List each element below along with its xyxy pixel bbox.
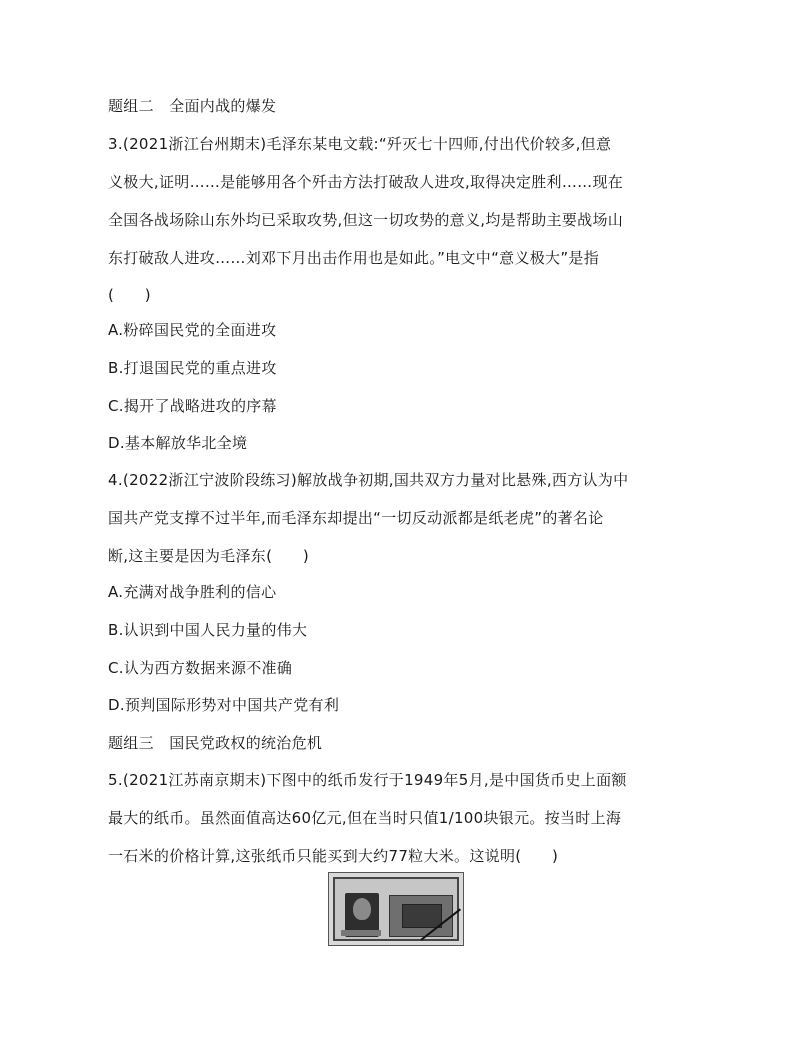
q3-line-4: 东打破敌人进攻……刘邓下月出击作用也是如此。”电文中“意义极大”是指 [108,249,600,267]
q4-option-d: D.预判国际形势对中国共产党有利 [108,696,340,714]
portrait-face [353,898,371,920]
q3-line-2: 义极大,证明……是能够用各个歼击方法打破敌人进攻,取得决定胜利……现在 [108,173,624,191]
q5-line-3: 一石米的价格计算,这张纸币只能买到大约77粒大米。这说明( ) [108,847,559,865]
banknote-image [328,872,464,946]
q4-option-c: C.认为西方数据来源不准确 [108,659,293,677]
q3-line-3: 全国各战场除山东外均已采取攻势,但这一切攻势的意义,均是帮助主要战场山 [108,211,624,229]
q4-line-1: 4.(2022浙江宁波阶段练习)解放战争初期,国共双方力量对比悬殊,西方认为中 [108,471,629,489]
q4-option-b: B.认识到中国人民力量的伟大 [108,621,308,639]
q3-option-a: A.粉碎国民党的全面进攻 [108,321,277,339]
q4-line-3: 断,这主要是因为毛泽东( ) [108,547,309,565]
q5-line-2: 最大的纸币。虽然面值高达60亿元,但在当时只值1/100块银元。按当时上海 [108,809,622,827]
q5-line-1: 5.(2021江苏南京期末)下图中的纸币发行于1949年5月,是中国货币史上面额 [108,771,627,789]
q3-line-1: 3.(2021浙江台州期末)毛泽东某电文载:“歼灭七十四师,付出代价较多,但意 [108,135,612,153]
banknote-denomination-panel [389,895,453,937]
q4-option-a: A.充满对战争胜利的信心 [108,583,277,601]
q3-option-b: B.打退国民党的重点进攻 [108,359,277,377]
q3-answer-blank: ( ) [108,286,151,304]
q3-option-d: D.基本解放华北全境 [108,434,248,452]
banknote-frame [333,877,459,941]
section-heading-3: 题组三 国民党政权的统治危机 [108,734,323,752]
banknote-denomination-box [402,904,442,928]
q3-option-c: C.揭开了战略进攻的序幕 [108,397,277,415]
section-heading-2: 题组二 全面内战的爆发 [108,97,277,115]
banknote-bottom-band [341,930,381,936]
q4-line-2: 国共产党支撑不过半年,而毛泽东却提出“一切反动派都是纸老虎”的著名论 [108,509,604,527]
